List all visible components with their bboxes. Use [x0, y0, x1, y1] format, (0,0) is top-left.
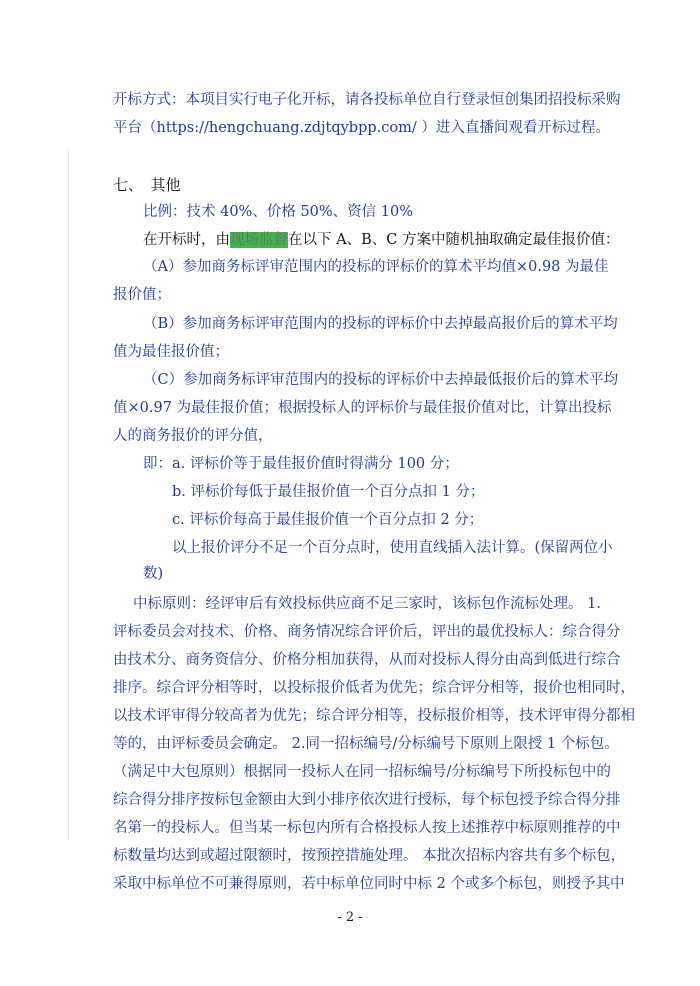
award-line: 由技术分、商务资信分、价格分相加获得，从而对投标人得分由高到低进行综合 [113, 652, 621, 668]
award-line: 排序。综合评分相等时，以投标报价低者为优先；综合评分相等，报价也相同时， [113, 680, 635, 696]
bid-opening-label: 开标方式： [113, 92, 186, 108]
rule-b-line: b. 评标价每低于最佳报价值一个百分点扣 1 分； [172, 484, 485, 500]
option-c-line3: 人的商务报价的评分值， [113, 428, 273, 444]
award-line: 以技术评审得分较高者为优先；综合评分相等，投标报价相等，技术评审得分都相 [113, 708, 635, 724]
option-a-line2: 报价值； [113, 287, 171, 303]
option-b-line2: 值为最佳报价值； [113, 344, 229, 360]
draw-line [143, 229, 619, 251]
option-b-line1: （B）参加商务标评审范围内的投标的评标价中去掉最高报价后的算术平均 [143, 316, 618, 332]
award-line: 采取中标单位不可兼得原则，若中标单位同时中标 2 个或多个标包，则授予其中 [113, 876, 625, 892]
award-line: 标数量均达到或超过限额时，按预控措施处理。 本批次招标内容共有多个标包， [113, 848, 626, 864]
option-c-line1: （C）参加商务标评审范围内的投标的评标价中去掉最低报价后的算术平均 [143, 372, 619, 388]
scan-edge-line [68, 150, 69, 840]
option-c-line2: 值×0.97 为最佳报价值；根据投标人的评标价与最佳报价值对比，计算出投标 [113, 400, 612, 416]
award-line: 等的，由评标委员会确定。 2.同一招标编号/分标编号下原则上限授 1 个标包。 [113, 736, 619, 752]
draw-post-text: 在以下 A、B、C 方案中随机抽取确定最佳报价值： [288, 232, 620, 248]
award-line: 综合得分排序按标包金额由大到小排序依次进行授标，每个标包授予综合得分排 [113, 792, 621, 808]
ratio-line: 比例：技术 40%、价格 50%、资信 10% [143, 204, 414, 220]
rule-c-line: c. 评标价每高于最佳报价值一个百分点扣 2 分； [172, 512, 484, 528]
option-a-line1: （A）参加商务标评审范围内的投标的评标价的算术平均值×0.98 为最佳 [143, 259, 609, 275]
bid-opening-text: 本项目实行电子化开标，请各投标单位自行登录恒创集团招投标采购 [185, 92, 621, 108]
note-line1: 以上报价评分不足一个百分点时，使用直线插入法计算。(保留两位小 [172, 540, 613, 556]
bid-opening-line2: 平台（https://hengchuang.zdjtqybpp.com/ ）进入直播间观看开标过程。 [113, 120, 610, 136]
draw-pre-text: 在开标时，由 [143, 232, 230, 248]
section-heading: 七、 其他 [113, 176, 181, 194]
rule-a-line: 即：a. 评标价等于最佳报价值时得满分 100 分； [143, 456, 459, 472]
award-line: （满足中大包原则）根据同一投标人在同一招标编号/分标编号下所投标包中的 [113, 764, 611, 780]
highlighted-text: 现场监督 [230, 232, 288, 248]
award-line: 中标原则：经评审后有效投标供应商不足三家时，该标包作流标处理。 1. [133, 596, 601, 612]
award-line: 评标委员会对技术、价格、商务情况综合评价后，评出的最优投标人：综合得分 [113, 624, 621, 640]
award-line: 名第一的投标人。但当某一标包内所有合格投标人按上述推荐中标原则推荐的中 [113, 820, 621, 836]
note-line2: 数) [143, 566, 164, 582]
page-number: - 2 - [337, 910, 363, 925]
bid-opening-line1 [113, 89, 621, 111]
